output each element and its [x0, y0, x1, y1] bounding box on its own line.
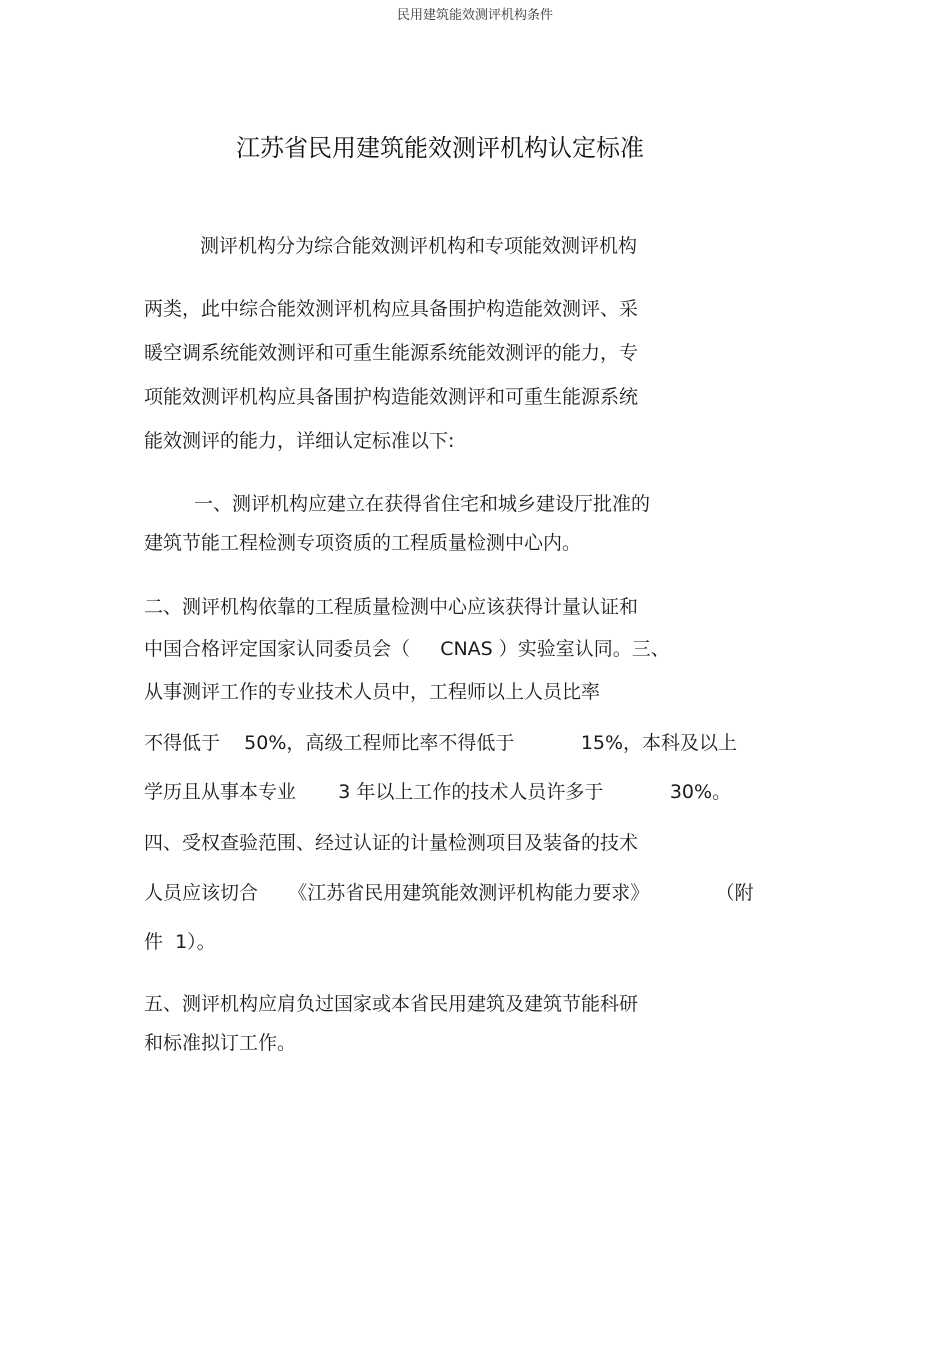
paragraph-line: 人员应该切合 《江苏省民用建筑能效测评机构能力要求》 （附 — [144, 882, 754, 904]
paragraph-line: 四、受权查验范围、经过认证的计量检测项目及装备的技术 — [144, 832, 639, 854]
paragraph-line: 和标准拟订工作。 — [144, 1032, 297, 1054]
paragraph-line: 暖空调系统能效测评和可重生能源系统能效测评的能力，专 — [144, 342, 639, 364]
paragraph-line: 测评机构分为综合能效测评机构和专项能效测评机构 — [200, 235, 638, 257]
paragraph-line: 项能效测评机构应具备围护构造能效测评和可重生能源系统 — [144, 386, 639, 408]
paragraph-line: 学历且从事本专业 3 年以上工作的技术人员许多于 30%。 — [144, 781, 732, 803]
paragraph-line: 中国合格评定国家认同委员会（ CNAS ）实验室认同。三、 — [144, 638, 670, 660]
paragraph-line: 五、测评机构应肩负过国家或本省民用建筑及建筑节能科研 — [144, 993, 639, 1015]
running-header: 民用建筑能效测评机构条件 — [396, 8, 553, 23]
paragraph-line: 两类，此中综合能效测评机构应具备围护构造能效测评、采 — [144, 298, 639, 320]
document-title: 江苏省民用建筑能效测评机构认定标准 — [236, 134, 644, 162]
paragraph-line: 从事测评工作的专业技术人员中，工程师以上人员比率 — [144, 681, 601, 703]
paragraph-line: 件 1）。 — [144, 931, 216, 953]
paragraph-line: 二、测评机构依靠的工程质量检测中心应该获得计量认证和 — [144, 596, 639, 618]
paragraph-line: 建筑节能工程检测专项资质的工程质量检测中心内。 — [144, 532, 582, 554]
paragraph-line: 不得低于 50%，高级工程师比率不得低于 15%，本科及以上 — [144, 732, 738, 754]
paragraph-line: 能效测评的能力，详细认定标准以下: — [144, 430, 455, 452]
paragraph-line: 一、测评机构应建立在获得省住宅和城乡建设厅批准的 — [194, 493, 651, 515]
